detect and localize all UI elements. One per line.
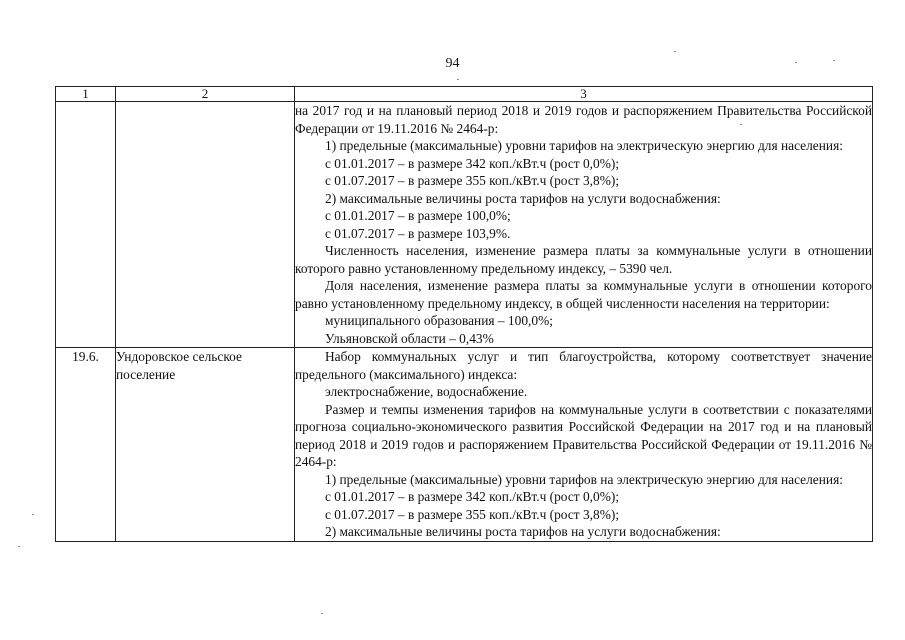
paragraph: муниципального образования – 100,0%; bbox=[325, 313, 553, 328]
paragraph: с 01.01.2017 – в размере 342 коп./кВт.ч (рост 0,0%); bbox=[325, 489, 620, 504]
paragraph: 1) предельные (максимальные) уровни тарифов на электрическую энергию для населения: bbox=[325, 138, 843, 153]
paragraph: Численность населения, изменение размера платы за коммунальные услуги в отношении которого равно установленному предельному индексу, – 5390 чел. bbox=[295, 243, 872, 276]
scan-speck bbox=[795, 62, 797, 63]
scan-speck bbox=[32, 514, 34, 515]
scan-speck bbox=[321, 613, 323, 614]
paragraph: с 01.07.2017 – в размере 355 коп./кВт.ч (рост 3,8%); bbox=[325, 173, 620, 188]
paragraph: с 01.01.2017 – в размере 100,0%; bbox=[325, 208, 511, 223]
paragraph: электроснабжение, водоснабжение. bbox=[325, 384, 528, 399]
paragraph: Набор коммунальных услуг и тип благоустройства, которому соответствует значение предельного (максимального) индекса: bbox=[295, 349, 872, 382]
scan-speck bbox=[833, 60, 835, 61]
paragraph: 2) максимальные величины роста тарифов на услуги водоснабжения: bbox=[325, 524, 721, 539]
scan-speck bbox=[18, 546, 20, 547]
paragraph: с 01.01.2017 – в размере 342 коп./кВт.ч (рост 0,0%); bbox=[325, 155, 620, 171]
paragraph: с 01.07.2017 – в размере 355 коп./кВт.ч (рост 3,8%); bbox=[325, 506, 620, 522]
column-header-3: 3 bbox=[295, 87, 873, 102]
table-row bbox=[56, 102, 873, 348]
paragraph: Ульяновской области – 0,43% bbox=[325, 330, 494, 346]
paragraph: Размер и темпы изменения тарифов на коммунальные услуги в соответствии с показателями прогноза социально-экономического развития Российской Федерации на 2017 год и на плановый период 2018 и 2019 годов и распоряжением Правительства Российской Федерации от 19.11.2016 № 2464-р: bbox=[295, 401, 872, 469]
page-number: 94 bbox=[445, 56, 460, 71]
table-body bbox=[56, 102, 873, 542]
column-header-1: 1 bbox=[56, 87, 116, 102]
paragraph: Доля населения, изменение размера платы за коммунальные услуги в отношении которого равно установленному предельному индексу, в общей численности населения на территории: bbox=[295, 278, 872, 311]
paragraph: 2) максимальные величины роста тарифов на услуги водоснабжения: bbox=[325, 190, 721, 206]
settlement-name-cell bbox=[116, 102, 295, 348]
table-header-row bbox=[56, 87, 873, 102]
description-cell bbox=[295, 102, 873, 348]
scan-speck bbox=[457, 79, 459, 80]
paragraph: с 01.07.2017 – в размере 103,9%. bbox=[325, 225, 511, 241]
scan-speck bbox=[740, 124, 742, 125]
row-number-cell: 19.6. bbox=[56, 348, 116, 542]
settlement-name-cell: Ундоровское сельское поселение bbox=[116, 348, 295, 542]
tariff-table bbox=[55, 86, 873, 542]
scan-speck bbox=[674, 51, 676, 52]
paragraph: на 2017 год и на плановый период 2018 и 2019 годов и распоряжением Правительства Российской Федерации от 19.11.2016 № 2464-р: bbox=[295, 103, 872, 136]
column-header-2: 2 bbox=[116, 87, 295, 102]
table-row bbox=[56, 348, 873, 542]
description-cell bbox=[295, 348, 873, 542]
row-number-cell bbox=[56, 102, 116, 348]
paragraph: 1) предельные (максимальные) уровни тарифов на электрическую энергию для населения: bbox=[325, 471, 843, 487]
